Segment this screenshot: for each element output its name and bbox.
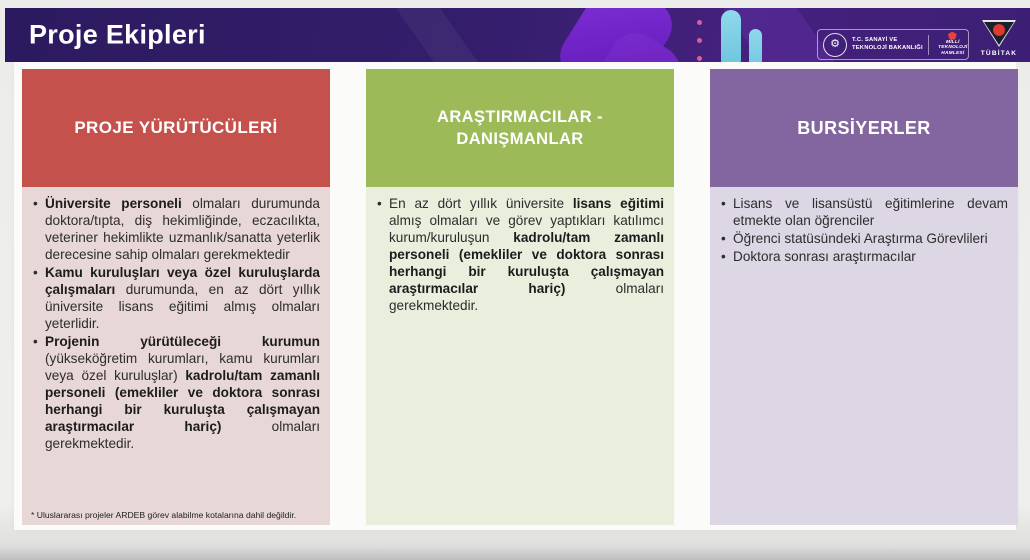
bullet-text-segment: Doktora sonrası araştırmacılar bbox=[733, 248, 916, 264]
column-header-proje-yurutuculeri: PROJE YÜRÜTÜCÜLERİ bbox=[22, 69, 330, 187]
bullet-text-segment: Öğrenci statüsündeki Araştırma Görevlileri bbox=[733, 230, 988, 246]
bullet-item bbox=[720, 231, 1008, 248]
bullet-text-segment: olmaları gerekmektedir. bbox=[45, 418, 320, 451]
columns-container bbox=[22, 69, 1018, 525]
logo-divider bbox=[928, 35, 929, 55]
bullet-item bbox=[32, 334, 320, 453]
tubitak-logo bbox=[977, 20, 1021, 62]
bullet-text-segment: durumunda, en az dört yıllık üniversite lisans eğitimi almış olmaları yeterlidir. bbox=[45, 281, 320, 331]
bullet-text-segment: lisans eğitimi bbox=[572, 196, 664, 211]
decorative-dots bbox=[697, 20, 703, 62]
tubitak-sun-icon bbox=[993, 24, 1005, 36]
bullet-item bbox=[720, 196, 1008, 230]
bullet-text-segment: olmaları durumunda doktora/tıpta, diş hekimliğinde, eczacılıkta, veteriner hekimlikte uzmanlık/sanatta yeterlik derecesine sahip olmaları gerekmektedir bbox=[45, 196, 320, 262]
bullet-text-segment: olmaları gerekmektedir. bbox=[389, 280, 664, 313]
column-arastirmacilar-danismanlar bbox=[366, 69, 674, 525]
tubitak-triangle-icon bbox=[982, 20, 1016, 47]
bullet-text-segment: almış olmaları ve görev yaptıkları katılımcı kurum/kuruluşun bbox=[389, 212, 664, 245]
column-header-bursiyerler: BURSİYERLER bbox=[710, 69, 1018, 187]
bullet-item bbox=[32, 265, 320, 333]
bullet-text-segment: kadrolu/tam zamanlı personeli (emekliler ve doktora sonrası herhangi bir kuruluşta çalışmayan araştırmacılar hariç) bbox=[45, 367, 320, 434]
column-header-arastirmacilar-danismanlar: ARAŞTIRMACILAR - DANIŞMANLAR bbox=[366, 69, 674, 187]
bullet-list bbox=[720, 196, 1008, 266]
bullet-list bbox=[32, 196, 320, 453]
milli-teknoloji-hamlesi-logo bbox=[934, 32, 972, 58]
bottom-strip bbox=[0, 546, 1030, 560]
ministry-emblem-icon: ⚙ bbox=[823, 33, 847, 57]
page-title: Proje Ekipleri bbox=[29, 19, 206, 50]
ministry-name bbox=[852, 37, 923, 53]
milli-teknoloji-hamlesi-label: MİLLİ TEKNOLOJİ HAMLESİ bbox=[938, 39, 968, 57]
bullet-text-segment: kadrolu/tam zamanlı personeli (emekliler ve doktora sonrası herhangi bir kuruluşta çalışmayan araştırmacılar hariç) bbox=[389, 229, 665, 296]
bullet-item bbox=[720, 249, 1008, 266]
ministry-name-line2: TEKNOLOJİ BAKANLIĞI bbox=[852, 44, 923, 51]
ministry-name-line1: T.C. SANAYİ VE bbox=[852, 36, 898, 43]
star-icon bbox=[948, 32, 957, 40]
decorative-cyan-bar bbox=[721, 10, 741, 62]
bullet-item bbox=[32, 196, 320, 264]
bullet-text-segment: (yükseköğretim kurumları, kamu kurumları veya özel kuruluşlar) bbox=[45, 350, 320, 383]
bullet-item bbox=[376, 196, 664, 315]
column-bursiyerler bbox=[710, 69, 1018, 525]
bullet-text-segment: Lisans ve lisansüstü eğitimlerine devam etmekte olan öğrenciler bbox=[733, 196, 1008, 228]
column-body-proje-yurutuculeri bbox=[22, 187, 330, 525]
tubitak-label: TÜBİTAK bbox=[980, 50, 1018, 57]
decorative-streak bbox=[392, 8, 513, 62]
bullet-text-segment: Kamu kuruluşları veya özel kuruluşlarda çalışmaları bbox=[45, 264, 320, 297]
ministry-logo bbox=[817, 29, 969, 60]
bullet-text-segment: En az dört yıllık üniversite bbox=[389, 196, 573, 211]
slide-title-bar bbox=[5, 8, 1030, 62]
bullet-text-segment: Üniversite personeli bbox=[45, 196, 182, 211]
column-body-arastirmacilar-danismanlar bbox=[366, 187, 674, 525]
column-body-bursiyerler bbox=[710, 187, 1018, 525]
footnote: * Uluslararası projeler ARDEB görev alabilme kotalarına dahil değildir. bbox=[31, 510, 297, 520]
bullet-list bbox=[376, 196, 664, 315]
decorative-cyan-bar bbox=[749, 29, 762, 62]
column-proje-yurutuculeri bbox=[22, 69, 330, 525]
bullet-text-segment: Projenin yürütüleceği kurumun bbox=[45, 333, 320, 349]
